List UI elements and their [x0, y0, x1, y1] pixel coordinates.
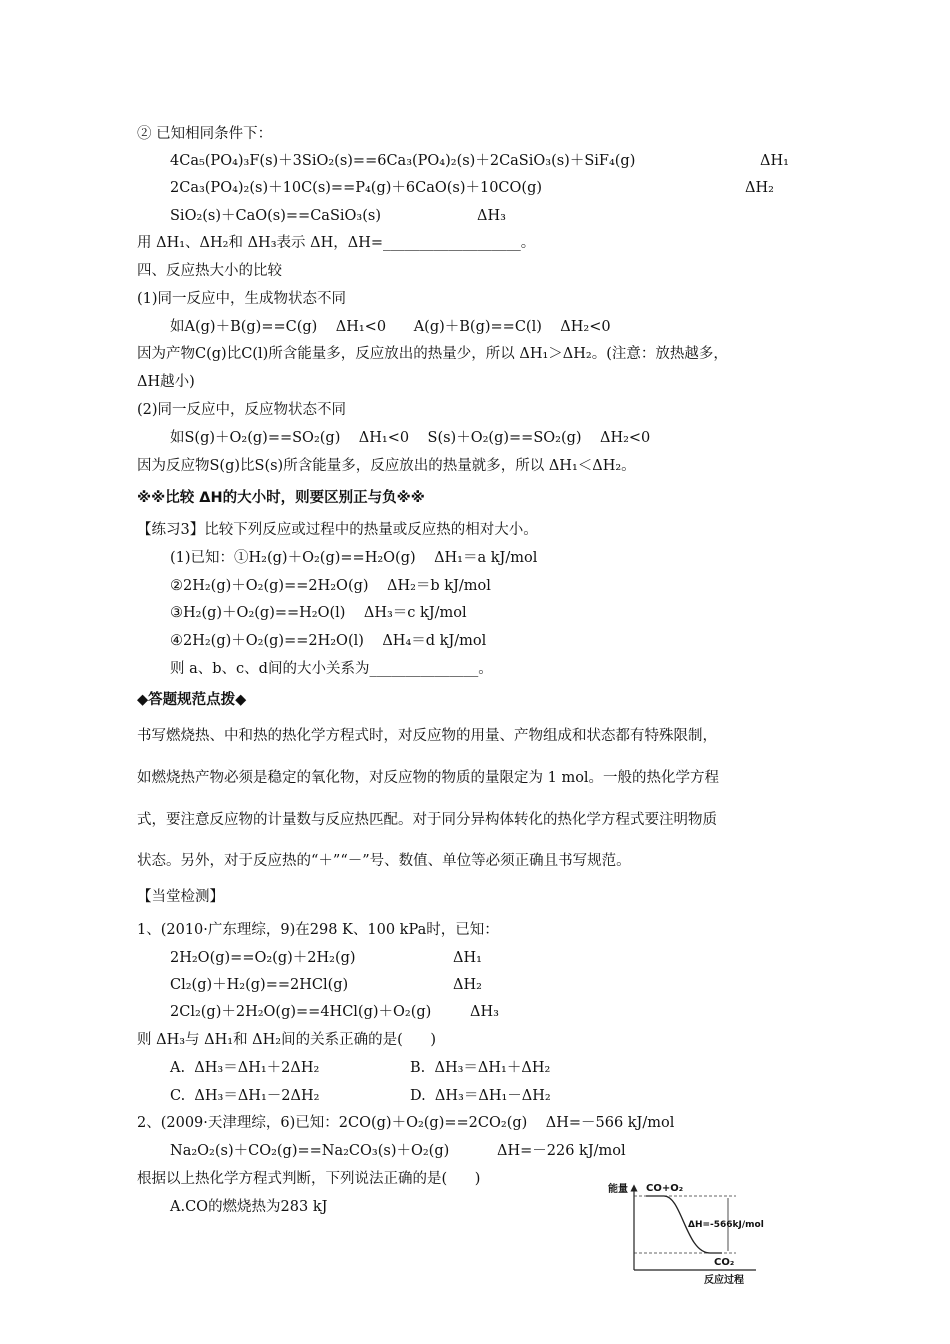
- question-prompt: 则 ΔH₃与 ΔH₁和 ΔH₂间的关系正确的是( ): [137, 1032, 437, 1048]
- energy-diagram-svg: [606, 1176, 782, 1288]
- enthalpy-label: ΔH₂: [453, 977, 482, 993]
- enthalpy-label: ΔH₂: [745, 180, 774, 196]
- equation-line: ③H₂(g)＋O₂(g)==H₂O(l) ΔH₃＝c kJ/mol: [170, 605, 467, 621]
- text-line: ② 已知相同条件下：: [137, 126, 273, 142]
- option-b: B. ΔH₃＝ΔH₁＋ΔH₂: [410, 1060, 551, 1076]
- paragraph-line: 式，要注意反应物的计量数与反应热匹配。对于同分异构体转化的热化学方程式要注明物质: [137, 812, 717, 828]
- paragraph-line: 如燃烧热产物必须是稳定的氧化物，对反应物的物质的量限定为 1 mol。一般的热化学方程: [137, 770, 720, 786]
- text-line: 因为反应物S(g)比S(s)所含能量多，反应放出的热量就多，所以 ΔH₁＜ΔH₂。: [137, 458, 636, 474]
- text-line: 因为产物C(g)比C(l)所含能量多，反应放出的热量少，所以 ΔH₁＞ΔH₂。(注意：放热越多，: [137, 346, 728, 362]
- x-axis-label: 反应过程: [704, 1275, 744, 1286]
- question-stem: 2、(2009·天津理综，6)已知：2CO(g)＋O₂(g)==2CO₂(g) ΔH=－566 kJ/mol: [137, 1115, 675, 1131]
- energy-diagram: [606, 1176, 782, 1288]
- paragraph-line: 书写燃烧热、中和热的热化学方程式时，对反应物的用量、产物组成和状态都有特殊限制，: [137, 728, 717, 744]
- enthalpy-label: ΔH₃: [477, 208, 506, 224]
- equation-line: 2Cl₂(g)＋2H₂O(g)==4HCl(g)＋O₂(g): [170, 1004, 432, 1020]
- equation-line: 4Ca₅(PO₄)₃F(s)＋3SiO₂(s)==6Ca₃(PO₄)₂(s)＋2CaSiO₃(s)＋SiF₄(g): [170, 153, 636, 169]
- delta-h-label: ΔH=-566kJ/mol: [688, 1220, 764, 1230]
- equation-line: ④2H₂(g)＋O₂(g)==2H₂O(l) ΔH₄＝d kJ/mol: [170, 633, 487, 649]
- enthalpy-label: ΔH₁: [760, 153, 789, 169]
- product-label: CO₂: [714, 1257, 735, 1268]
- option-a: A. ΔH₃＝ΔH₁＋2ΔH₂: [170, 1060, 320, 1076]
- text-line: 则 a、b、c、d间的大小关系为_______________。: [170, 661, 493, 677]
- option-d: D. ΔH₃＝ΔH₁－ΔH₂: [410, 1088, 551, 1104]
- reactant-label: CO+O₂: [646, 1183, 684, 1194]
- equation-line: 2Ca₃(PO₄)₂(s)＋10C(s)==P₄(g)＋6CaO(s)＋10CO(g): [170, 180, 543, 196]
- option-c: C. ΔH₃＝ΔH₁－2ΔH₂: [170, 1088, 320, 1104]
- section-heading: 四、反应热大小的比较: [137, 263, 282, 279]
- enthalpy-label: ΔH₁: [453, 950, 482, 966]
- equation-line: ②2H₂(g)＋O₂(g)==2H₂O(g) ΔH₂＝b kJ/mol: [170, 578, 491, 594]
- equation-line: 如A(g)＋B(g)==C(g) ΔH₁<0 A(g)＋B(g)==C(l) ΔH₂<0: [170, 319, 611, 335]
- text-line: ΔH越小): [137, 374, 195, 390]
- enthalpy-label: ΔH₃: [470, 1004, 499, 1020]
- equation-line: (1)已知：①H₂(g)＋O₂(g)==H₂O(g) ΔH₁＝a kJ/mol: [170, 550, 538, 566]
- equation-line: 2H₂O(g)==O₂(g)＋2H₂(g): [170, 950, 356, 966]
- emphasis-note: ※※比较 ΔH的大小时，则要区别正与负※※: [137, 490, 425, 506]
- equation-line: Cl₂(g)＋H₂(g)==2HCl(g): [170, 977, 349, 993]
- paragraph-line: 状态。另外，对于反应热的“＋”“－”号、数值、单位等必须正确且书写规范。: [137, 853, 631, 869]
- text-line: (2)同一反应中，反应物状态不同: [137, 402, 347, 418]
- option-a: A.CO的燃烧热为283 kJ: [170, 1199, 328, 1215]
- enthalpy-label: ΔH=－226 kJ/mol: [497, 1143, 626, 1159]
- equation-line: Na₂O₂(s)＋CO₂(g)==Na₂CO₃(s)＋O₂(g): [170, 1143, 450, 1159]
- question-prompt: 根据以上热化学方程式判断，下列说法正确的是( ): [137, 1171, 481, 1187]
- section-heading: ◆答题规范点拨◆: [137, 692, 247, 708]
- section-heading: 【当堂检测】: [137, 889, 224, 905]
- exercise-heading: 【练习3】比较下列反应或过程中的热量或反应热的相对大小。: [137, 522, 538, 538]
- equation-line: 如S(g)＋O₂(g)==SO₂(g) ΔH₁<0 S(s)＋O₂(g)==SO₂(g) ΔH₂<0: [170, 430, 651, 446]
- question-stem: 1、(2010·广东理综，9)在298 K、100 kPa时，已知：: [137, 922, 499, 938]
- text-line: (1)同一反应中，生成物状态不同: [137, 291, 347, 307]
- text-line: 用 ΔH₁、ΔH₂和 ΔH₃表示 ΔH，ΔH=___________________。: [137, 235, 536, 251]
- y-axis-label: 能量: [608, 1184, 628, 1195]
- equation-line: SiO₂(s)＋CaO(s)==CaSiO₃(s): [170, 208, 381, 224]
